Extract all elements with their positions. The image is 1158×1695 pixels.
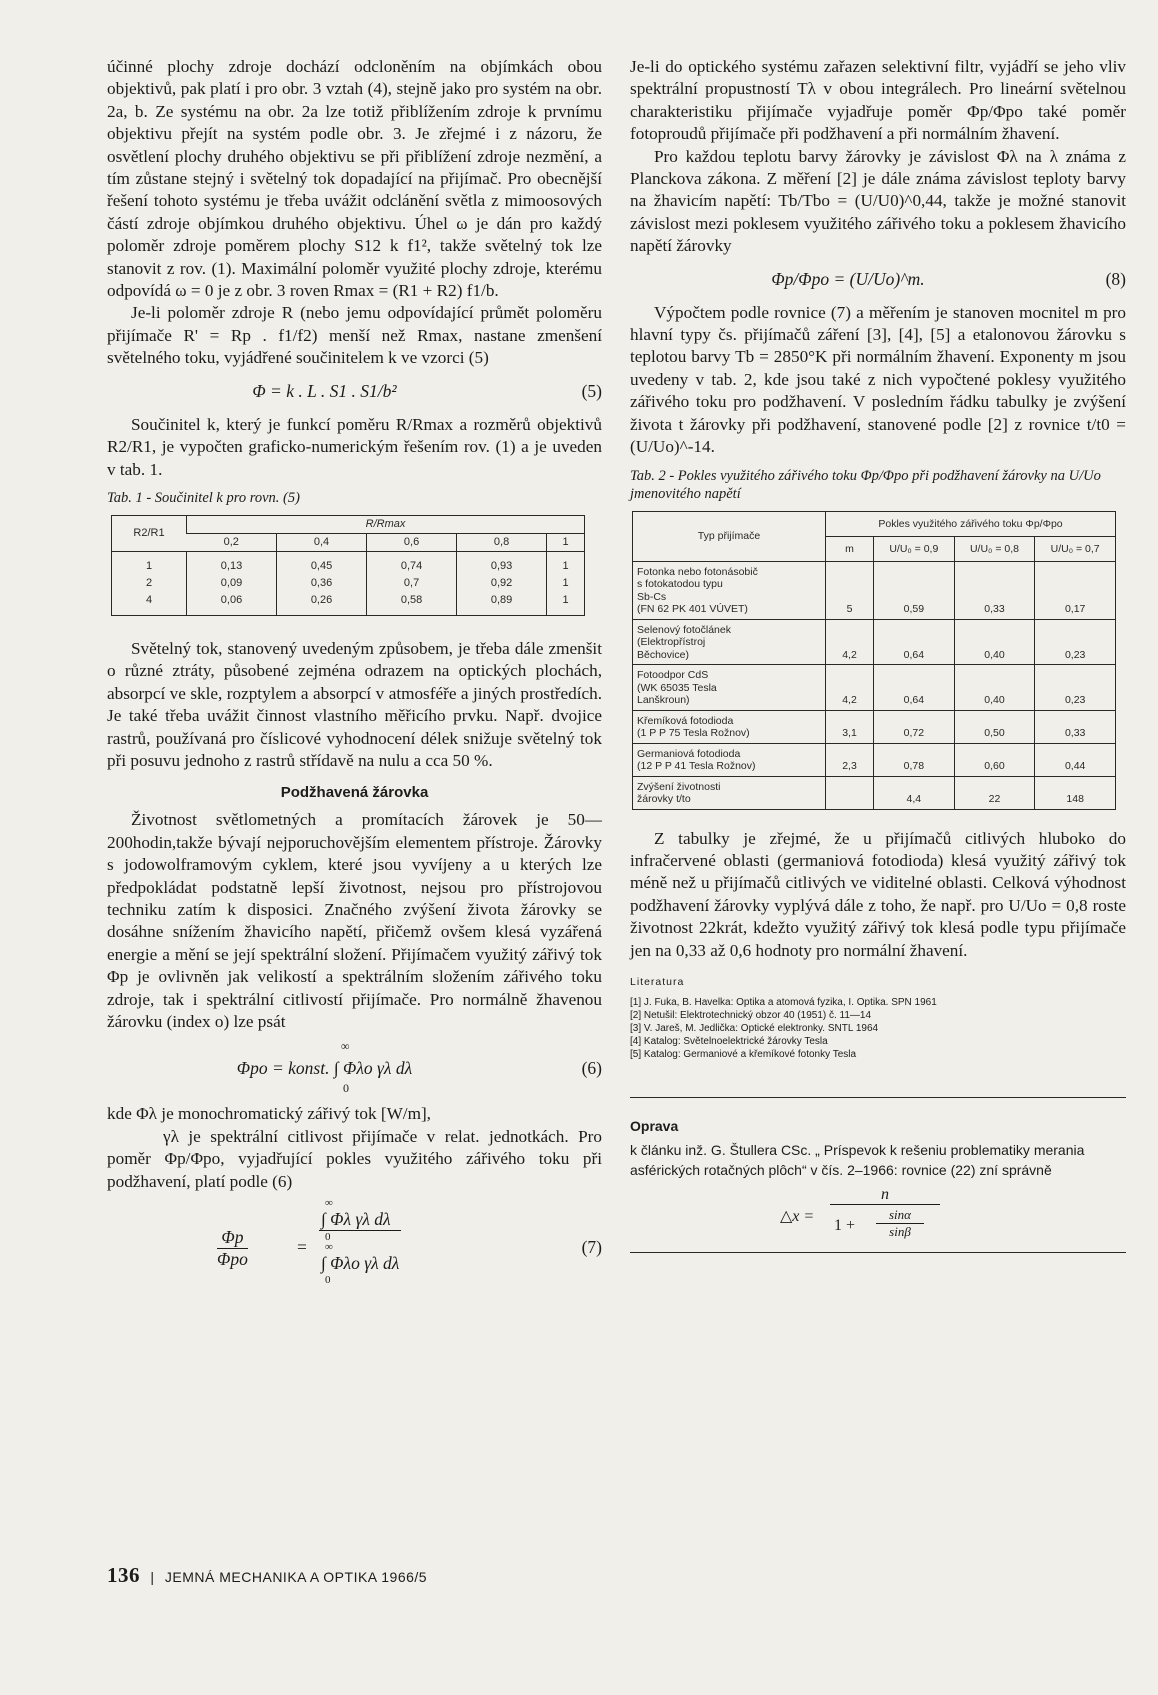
table-cell: 0,58 — [367, 592, 457, 616]
oprava-equation — [630, 1180, 1126, 1252]
equation-number: (7) — [581, 1237, 602, 1258]
literature-list — [630, 996, 1126, 1061]
right-column — [630, 56, 1126, 1253]
paragraph: kde Φλ je monochromatický zářivý tok [W/m], — [107, 1104, 431, 1124]
table-cell: 0,26 — [277, 592, 367, 616]
table-cell: 0,92 — [457, 575, 547, 592]
table-col-header: 0,4 — [277, 533, 367, 551]
fraction-denominator: sinβ — [889, 1223, 911, 1239]
table-cell: 0,89 — [457, 592, 547, 616]
table-cell: 0,23 — [1035, 619, 1116, 665]
table-cell: 0,36 — [277, 575, 367, 592]
left-column — [107, 56, 602, 1299]
table-cell: 0,64 — [874, 665, 955, 711]
equation-lhs: △x = — [780, 1207, 815, 1225]
table-cell: 0,50 — [954, 710, 1035, 743]
receiver-type: Fotonka nebo fotonásobič s fotokatodou typu Sb-Cs (FN 62 PK 401 VÚVET) — [633, 561, 826, 619]
equation-text: Φp/Φpo = (U/Uo)^m. — [771, 268, 925, 289]
table-cell: 0,33 — [1035, 710, 1116, 743]
table-row — [633, 743, 1116, 776]
fraction-denominator: ∫ Φλo γλ dλ — [321, 1253, 400, 1274]
journal-name: JEMNÁ MECHANIKA A OPTIKA 1966/5 — [164, 1569, 428, 1585]
integral-lower-limit: 0 — [343, 1081, 349, 1096]
table-col-header: 0,6 — [367, 533, 457, 551]
table-cell: 0,13 — [187, 551, 277, 575]
divider — [630, 1252, 1126, 1253]
table-col-header: Typ přijímače — [633, 511, 826, 561]
table-cell: 0,64 — [874, 619, 955, 665]
integral-upper-limit: ∞ — [325, 1197, 333, 1210]
page-number: 136 — [107, 1563, 140, 1587]
fraction-numerator: ∫ Φλ γλ dλ — [319, 1209, 401, 1231]
fraction-numerator: n — [830, 1186, 940, 1205]
receiver-type: Fotoodpor CdS (WK 65035 Tesla Lanškroun) — [633, 665, 826, 711]
receiver-type: Selenový fotočlánek (Elektropřístroj Běchovice) — [633, 619, 826, 665]
table-col-header: U/U₀ = 0,9 — [874, 536, 955, 561]
row-label: 4 — [145, 594, 153, 607]
integral-lower-limit: 0 — [325, 1231, 331, 1244]
equation-6 — [107, 1039, 602, 1097]
table-cell: 3,1 — [826, 710, 874, 743]
paragraph: Z tabulky je zřejmé, že u přijímačů citlivých hluboko do infračervené oblasti (germaniová fotodioda) klesá využitý zářivý tok méně než u přijímačů citlivých ve viditelné oblasti. Celková výhodnost podžhavení žárovky vyplývá dále z toho, že např. pro U/Uo = 0,8 roste životnost 22krát, kdežto využitý zářivý tok klesá podle typu přijímače jen na 0,33 až 0,6 hodnoty pro normální žhavení. — [630, 828, 1126, 960]
literature-item: [4] Katalog: Světelnoelektrické žárovky Tesla — [630, 1035, 828, 1047]
paragraph: Součinitel k, který je funkcí poměru R/Rmax a rozměrů objektivů R2/R1, je vypočten graficko-numerickým řešením rov. (1) a je uveden v tab. 1. — [107, 414, 602, 479]
equation-5 — [107, 376, 602, 408]
section-heading: Podžhavená žárovka — [280, 784, 429, 802]
integral-upper-limit: ∞ — [325, 1241, 333, 1254]
literature-item: [3] V. Jareš, M. Jedlička: Optické elektronky. SNTL 1964 — [630, 1022, 879, 1034]
table-cell: 5 — [826, 561, 874, 619]
fraction-denominator: Φpo — [217, 1249, 248, 1270]
table-cell: 0,45 — [277, 551, 367, 575]
table-col-header: 1 — [547, 533, 585, 551]
receiver-type: Křemíková fotodioda (1 P P 75 Tesla Rožnov) — [633, 710, 826, 743]
equation-8 — [630, 264, 1126, 296]
table-cell: 0,60 — [954, 743, 1035, 776]
equation-text: Φpo = konst. ∫ Φλo γλ dλ — [236, 1058, 413, 1079]
oprava-heading: Oprava — [630, 1117, 679, 1134]
equation-number: (8) — [1105, 268, 1126, 289]
table-row — [112, 575, 585, 592]
table-row — [633, 619, 1116, 665]
table-col-header: 0,2 — [187, 533, 277, 551]
literature-item: [2] Netušil: Elektrotechnický obzor 40 (1951) č. 11—14 — [630, 1009, 872, 1021]
paragraph: Je-li do optického systému zařazen selektivní filtr, vyjádří se jeho vliv spektrální propustností Tλ v obou integrálech. Pro lineární světelnou charakteristiku přijímače vyjadřuje poměr Φp/Φpo také poměr fotoproudů přijímače při podžhavení a při normálním žhavení. — [630, 57, 1126, 144]
table-cell: 4,2 — [826, 619, 874, 665]
page-footer: 136 | JEMNÁ MECHANIKA A OPTIKA 1966/5 — [107, 1563, 428, 1587]
paragraph: účinné plochy zdroje dochází odcloněním na objímkách obou objektivů, pak platí i pro obr. 3 vztah (4), stejně jako pro systém na obr. 2a, b. Ze systému na obr. 2a lze totiž přiblížením zdroje k prvnímu objektivu přejít na systém podle obr. 3. Je zřejmé i z názoru, že osvětlení plochy druhého objektivu se při přiblížení zdroje nezmění, a tím zůstane stejný i světelný tok dopadající na přijímač. Pro obecnější řešení tohoto systému je třeba uvážit odclánění světla z mimoosových částí zdroje objímkou druhého objektivu. Úhel ω je dán pro každý poloměr zdroje poměrem plochy S12 k f1², takže světelný tok lze stanovit z rov. (1). Maximální poloměr využité plochy zdroje, kterému odpovídá ω = 0 je z obr. 3 roven Rmax = (R1 + R2) f1/b. — [107, 57, 602, 301]
equation-number: (6) — [581, 1058, 602, 1079]
table-group-header: R/Rmax — [187, 515, 585, 533]
table-cell: 0,59 — [874, 561, 955, 619]
literature-item: [1] J. Fuka, B. Havelka: Optika a atomová fyzika, I. Optika. SPN 1961 — [630, 996, 937, 1008]
paragraph: Je-li poloměr zdroje R (nebo jemu odpovídající průmět poloměru přijímače R' = Rp . f1/f2) menší než Rmax, nastane zmenšení světelného toku, vyjádřené součinitelem k ve vzorci (5) — [107, 303, 602, 368]
table-col-header: m — [826, 536, 874, 561]
table-cell: 0,06 — [187, 592, 277, 616]
table-cell: 0,09 — [187, 575, 277, 592]
table-cell: 0,40 — [954, 665, 1035, 711]
table-col-header: U/U₀ = 0,8 — [954, 536, 1035, 561]
paragraph: γλ je spektrální citlivost přijímače v relat. jednotkách. Pro poměr Φp/Φpo, vyjadřující pokles využitého zářivého toku při podžhavení, platí podle (6) — [107, 1126, 602, 1191]
table-cell: 0,78 — [874, 743, 955, 776]
table-cell: 0,33 — [954, 561, 1035, 619]
integral-lower-limit: 0 — [325, 1274, 331, 1287]
table-cell: 0,40 — [954, 619, 1035, 665]
equation-text: Φ = k . L . S1 . S1/b² — [252, 380, 397, 401]
table-row — [633, 561, 1116, 619]
paragraph: Pro každou teplotu barvy žárovky je závislost Φλ na λ známa z Planckova zákona. Z měření [2] je dále známa závislost teploty barvy na žhavicím napětí: Tb/Tbo = (U/U0)^0,44, takže je možné stanovit závislost mezi poklesem využitého zářivého toku a poklesem žhavicího napětí žárovky — [630, 146, 1126, 256]
oprava-text: k článku inž. G. Štullera CSc. „ Príspevok k rešeniu problematiky merania asférických rotačných plôch“ v čís. 2–1966: rovnice (22) zní správně — [630, 1141, 1085, 1178]
table-row — [112, 592, 585, 616]
equation-one: 1 + — [834, 1216, 856, 1234]
table-cell — [826, 776, 874, 809]
table-cell: 0,72 — [874, 710, 955, 743]
table-1 — [111, 515, 585, 616]
table-cell: 4,2 — [826, 665, 874, 711]
equation-number: (5) — [581, 380, 602, 401]
receiver-type: Zvýšení životnosti žárovky t/to — [633, 776, 826, 809]
table-cell: 0,44 — [1035, 743, 1116, 776]
table-group-header: Pokles využitého zářivého toku Φp/Φpo — [826, 511, 1116, 536]
table-cell: 0,17 — [1035, 561, 1116, 619]
table-cell: 0,23 — [1035, 665, 1116, 711]
table-caption: Tab. 2 - Pokles využitého zářivého toku Φp/Φpo při podžhavení žárovky na U/Uo jmenovitého napětí — [630, 467, 1101, 502]
fraction-numerator: sinα — [876, 1207, 924, 1224]
row-label: 2 — [145, 577, 153, 590]
table-cell: 4,4 — [874, 776, 955, 809]
table-cell: 0,7 — [367, 575, 457, 592]
literature-item: [5] Katalog: Germaniové a křemíkové fotonky Tesla — [630, 1048, 857, 1060]
table-col-header: 0,8 — [457, 533, 547, 551]
table-cell: 0,74 — [367, 551, 457, 575]
paragraph: Světelný tok, stanovený uvedeným způsobem, je třeba dále zmenšit o různé ztráty, působené zejména odrazem na optických plochách, absorpcí ve skle, rozptylem a absorpcí v atmosféře a jiných prostředích. Je také třeba uvážit činnost vlastního měřicího prvku. Např. dvojice rastrů, používaná pro číslicové vyhodnocení délek snižuje světelný tok při posuvu jednoho z rastrů střídavě na nulu a cca 50 %. — [107, 638, 602, 770]
paragraph: Výpočtem podle rovnice (7) a měřením je stanoven mocnitel m pro hlavní typy čs. přijímačů záření [3], [4], [5] a etalonovou žárovku s teplotou barvy Tb = 2850°K při normálním žhavení. Exponenty m jsou uvedeny v tab. 2, kde jsou také z nich vypočtené poklesy využitého zářivého toku pro podžhavení. V posledním řádku tabulky je zvýšení života t žárovky při podžhavení, stanovené podle [2] z rovnice t/t0 = (U/Uo)^-14. — [630, 302, 1126, 457]
table-cell: 148 — [1035, 776, 1116, 809]
table-corner: R2/R1 — [112, 515, 187, 551]
equation-7: Φp Φpo = ∞ ∫ Φλ γλ dλ 0 ∞ ∫ Φλo γλ dλ 0 (7) — [217, 1197, 602, 1287]
table-cell: 22 — [954, 776, 1035, 809]
receiver-type: Germaniová fotodioda (12 P P 41 Tesla Rožnov) — [633, 743, 826, 776]
table-col-header: U/U₀ = 0,7 — [1035, 536, 1116, 561]
table-cell: 0,93 — [457, 551, 547, 575]
table-2 — [632, 511, 1116, 810]
table-caption: Tab. 1 - Součinitel k pro rovn. (5) — [107, 489, 300, 506]
paragraph: Životnost světlometných a promítacích žárovek je 50—200hodin,takže bývají nejporuchovějším elementem přístroje. Žárovky s jodowolframovým cyklem, které jsou vyvíjeny a u kterých lze předpokládat podstatně lepší životnost, nejsou pro přístrojovou techniku zatím k disposici. Značného zvýšení života žárovky se dosáhne snížením žhavicího napětí, přičemž ovšem klesá vyzářená energie a mění se její spektrální složení. Přijímačem využitý zářivý tok Φp je ovlivněn jak velikostí a spektrálním složením zářivého toku zdroje, tak i spektrální citlivostí přijímače. Pro normálně žhavenou žárovku (index o) lze psát — [107, 810, 602, 1031]
literature-heading: Literatura — [630, 975, 685, 988]
integral-upper-limit: ∞ — [341, 1039, 350, 1054]
table-cell: 1 — [547, 551, 585, 575]
table-cell: 2,3 — [826, 743, 874, 776]
table-row — [112, 551, 585, 575]
table-row — [633, 776, 1116, 809]
table-row — [633, 665, 1116, 711]
table-cell: 1 — [547, 575, 585, 592]
fraction-numerator: Φp — [217, 1227, 248, 1249]
table-cell: 1 — [547, 592, 585, 616]
row-label: 1 — [145, 560, 153, 573]
table-row — [633, 710, 1116, 743]
